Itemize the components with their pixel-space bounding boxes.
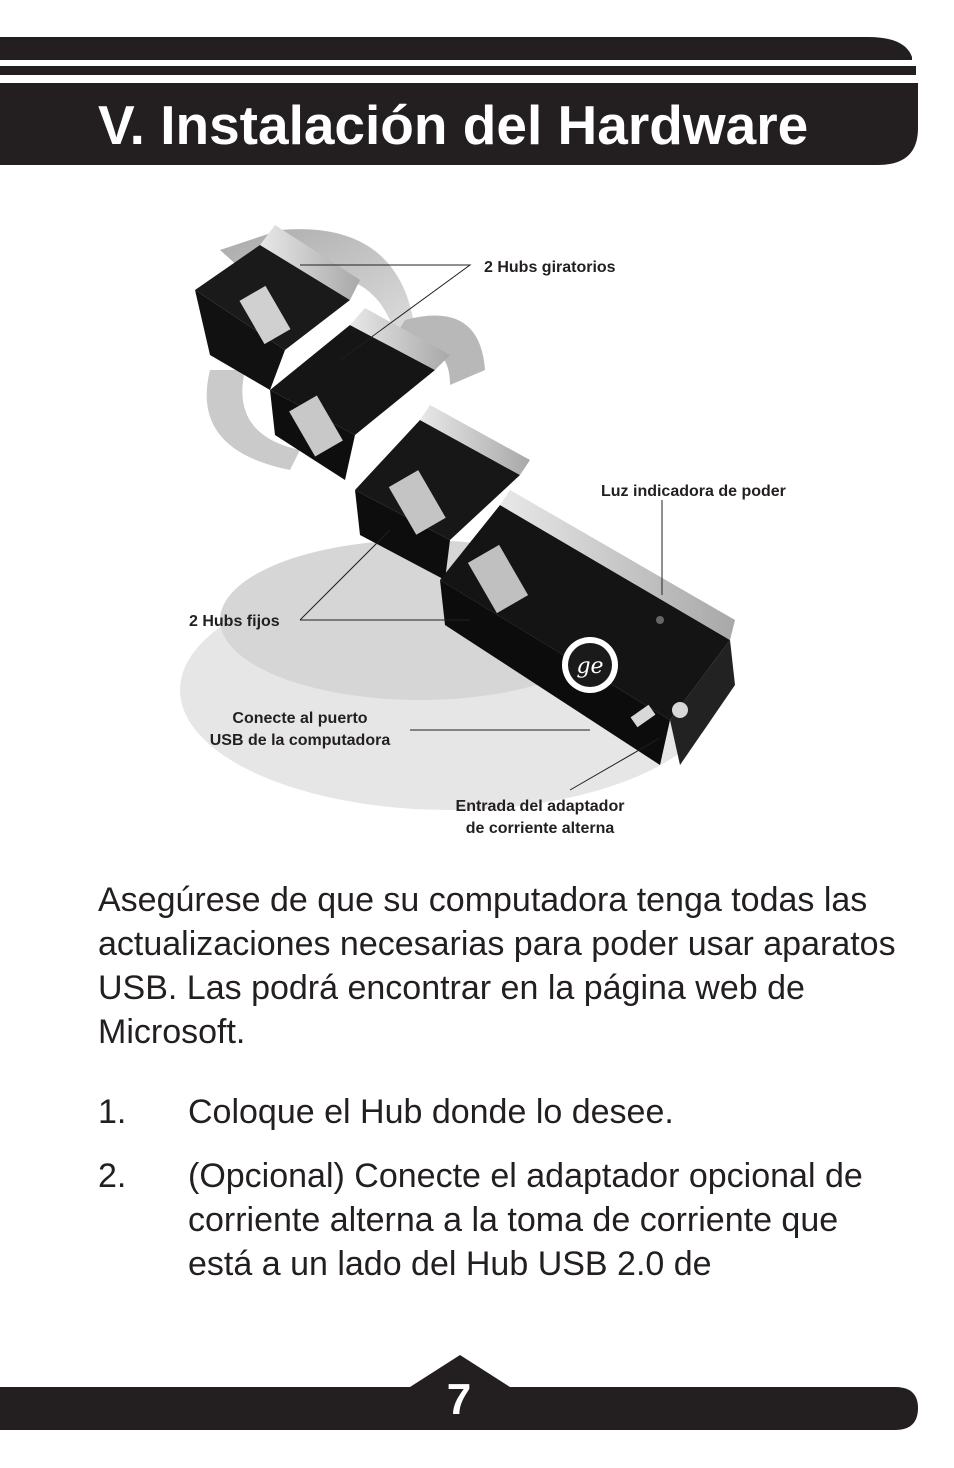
label-usb-port: [200, 708, 400, 752]
svg-text:ge: ge: [576, 654, 604, 679]
label-ac-adapter-line2: de corriente alterna: [465, 820, 615, 837]
label-usb-port-line2: USB de la computadora: [209, 732, 391, 749]
label-usb-port-line1: Conecte al puerto: [232, 710, 368, 727]
step-text: Coloque el Hub donde lo desee.: [188, 1093, 674, 1131]
page-number: 7: [446, 1375, 472, 1424]
page-title: V. Instalación del Hardware: [98, 94, 809, 156]
step-text: (Opcional) Conecte el adaptador opcional de corriente alterna a la toma de corriente que está a un lado del Hub USB 2.0 de: [188, 1157, 863, 1283]
intro-paragraph: Asegúrese de que su computadora tenga todas las actualizaciones necesarias para poder usar aparatos USB. Las podrá encontrar en la página web de Microsoft.: [98, 881, 896, 1051]
label-rotating-hubs: 2 Hubs giratorios: [484, 259, 616, 276]
label-power-light: Luz indicadora de poder: [601, 483, 786, 500]
step-number: 1.: [98, 1093, 127, 1131]
usb-hub-illustration: [150, 220, 830, 860]
step-number: 2.: [98, 1157, 127, 1195]
label-fixed-hubs: 2 Hubs fijos: [189, 613, 280, 630]
label-ac-adapter-line1: Entrada del adaptador: [455, 798, 625, 815]
label-ac-adapter: [440, 796, 640, 840]
